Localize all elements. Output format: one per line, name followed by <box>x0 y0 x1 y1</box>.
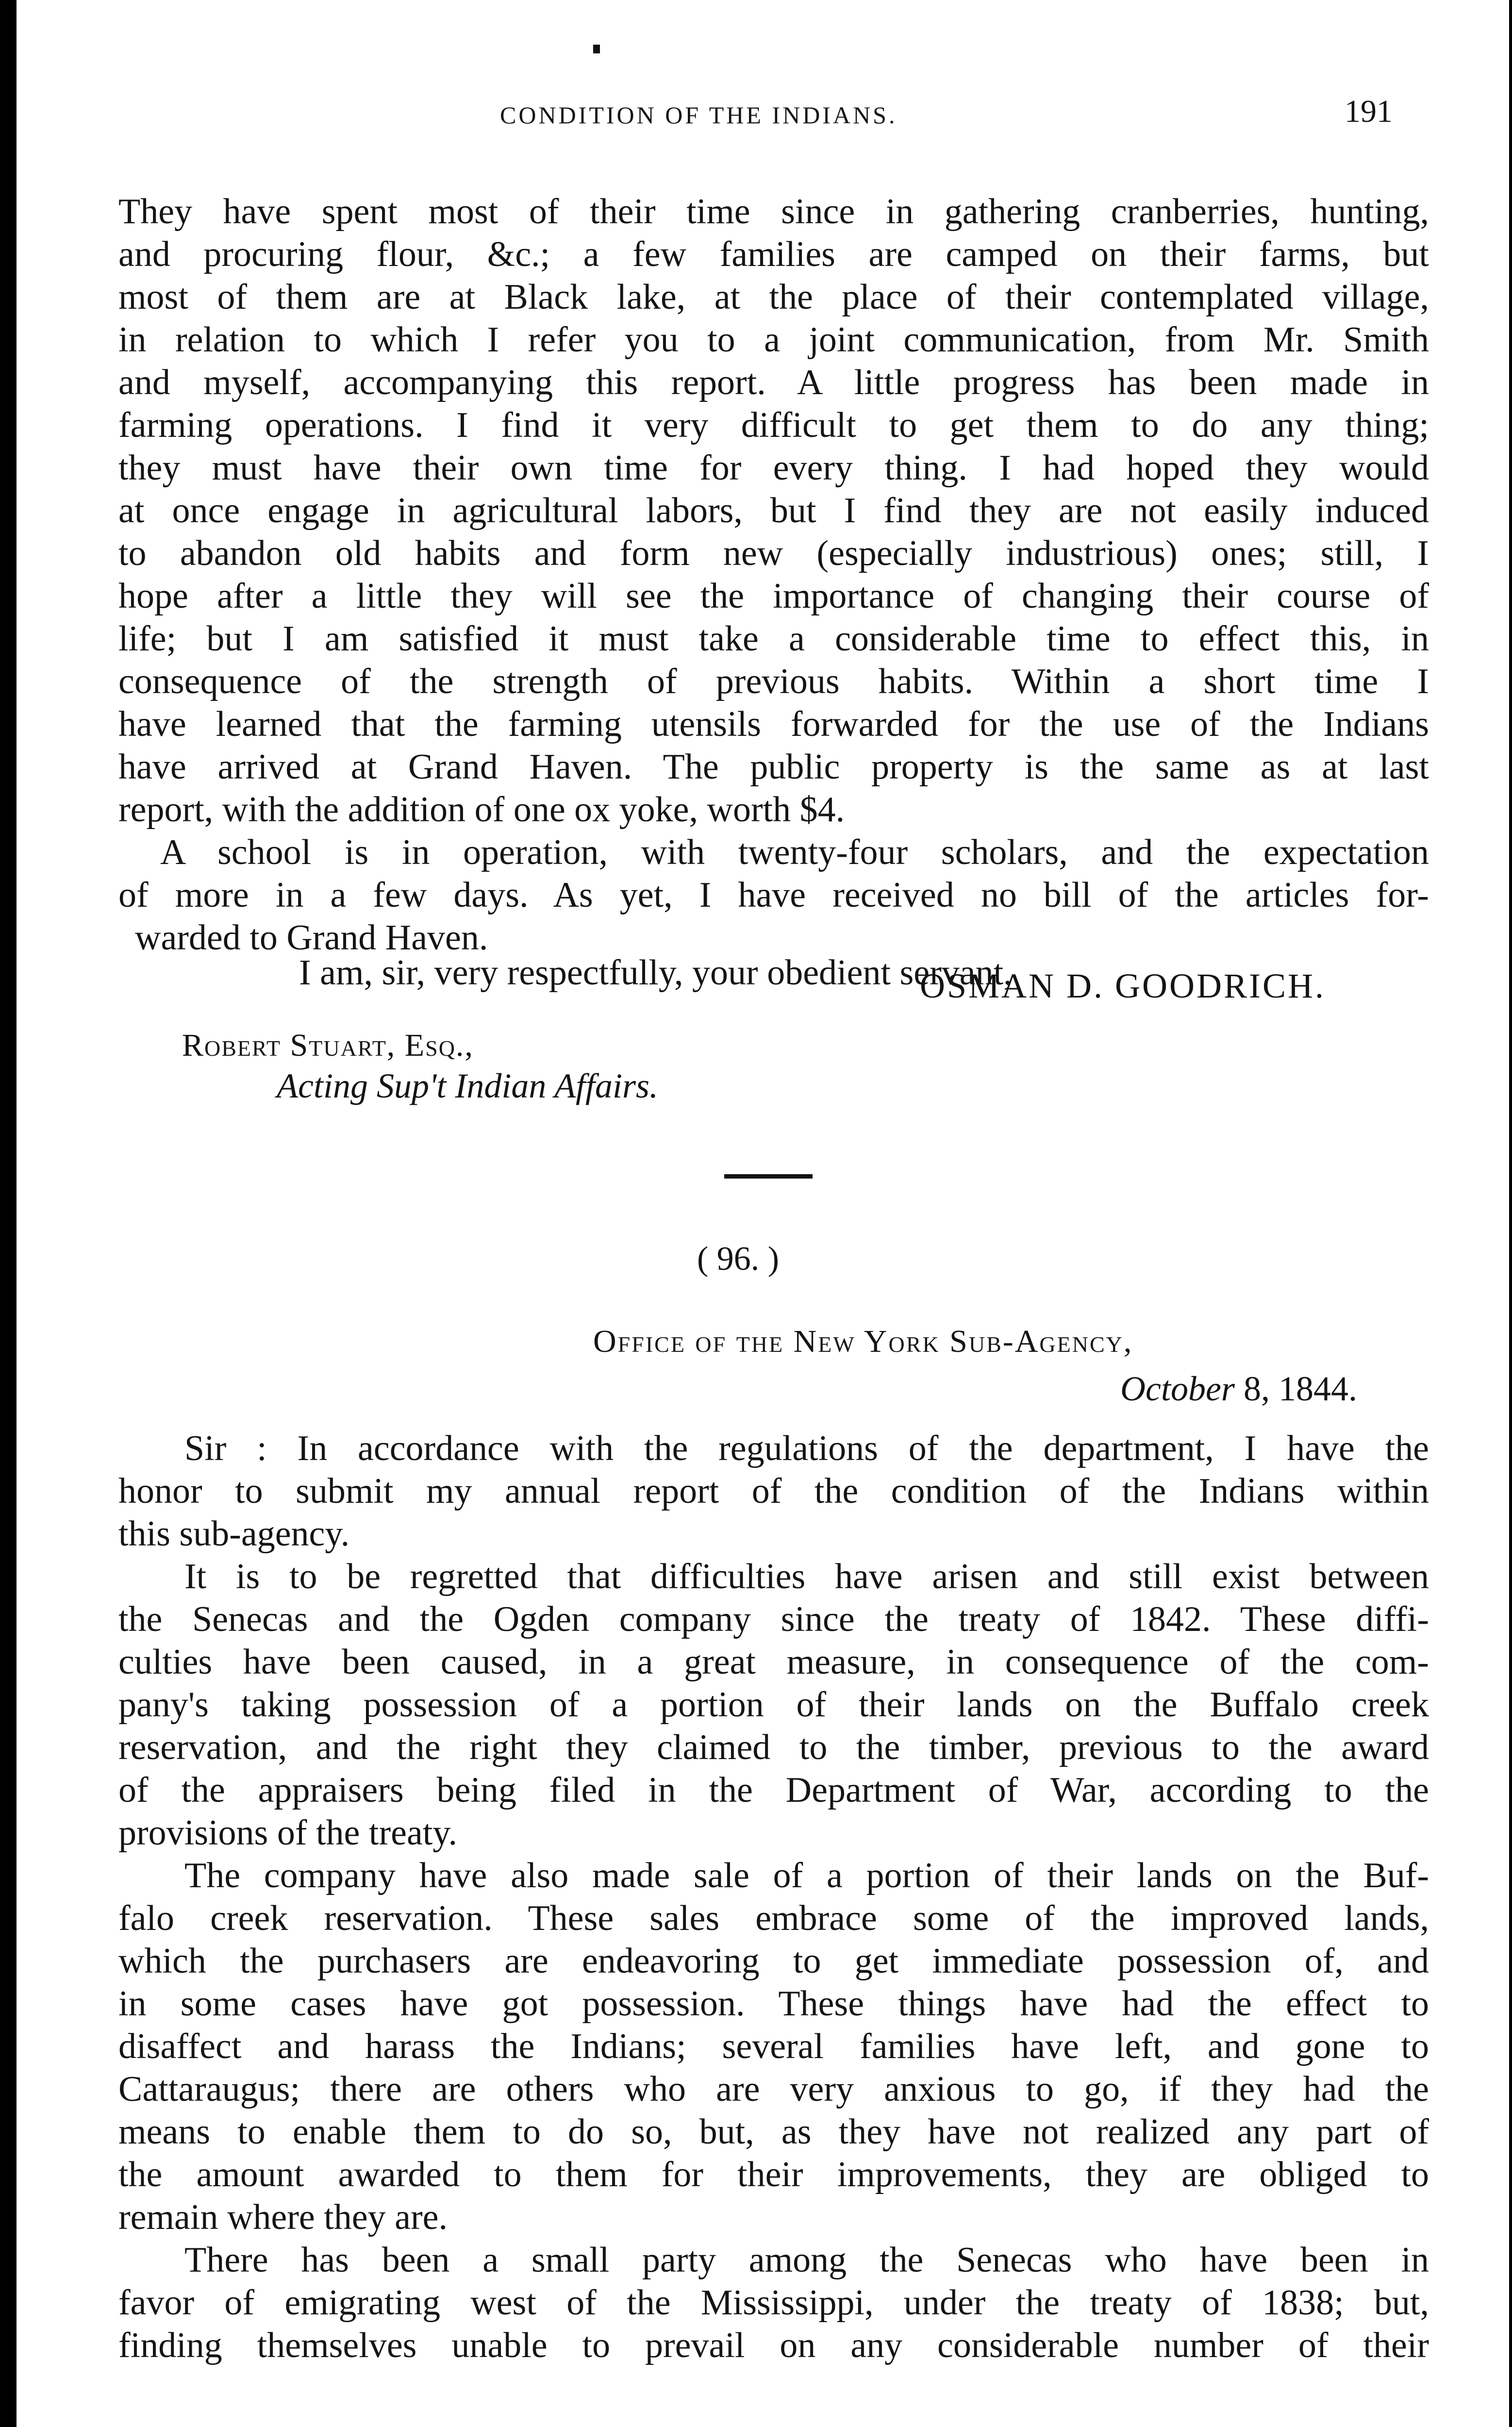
letter2-line: honor to submit my annual report of the condition of the Indians within <box>118 1471 1429 1511</box>
office-heading: Office of the New York Sub-Agency, <box>593 1324 1133 1359</box>
letter2-line: means to enable them to do so, but, as they have not realized any part of <box>118 2112 1429 2152</box>
letter-date <box>1120 1369 1357 1409</box>
letter1-line: to abandon old habits and form new (especially industrious) ones; still, I <box>118 533 1429 573</box>
letter2-line: provisions of the treaty. <box>118 1813 458 1853</box>
letter2-line: It is to be regretted that difficulties have arisen and still exist between <box>184 1557 1429 1596</box>
addressee-title: Acting Sup't Indian Affairs. <box>277 1066 659 1105</box>
letter2-line: reservation, and the right they claimed to the timber, previous to the award <box>118 1728 1429 1767</box>
letter2-line: of the appraisers being filed in the Department of War, according to the <box>118 1770 1429 1810</box>
letter1-line: of more in a few days. As yet, I have received no bill of the articles for- <box>118 875 1429 915</box>
letter1-line: have arrived at Grand Haven. The public property is the same as at last <box>118 747 1429 787</box>
letter1-closing: I am, sir, very respectfully, your obedient servant, <box>299 953 1013 993</box>
page-number: 191 <box>1345 94 1393 129</box>
letter2-line: pany's taking possession of a portion of their lands on the Buffalo creek <box>118 1685 1429 1725</box>
letter1-line: warded to Grand Haven. <box>135 918 488 958</box>
letter2-line: finding themselves unable to prevail on any considerable number of their <box>118 2326 1429 2365</box>
letter2-line: this sub-agency. <box>118 1514 350 1554</box>
letter1-line: and myself, accompanying this report. A little progress has been made in <box>118 363 1429 402</box>
document-number: ( 96. ) <box>697 1240 780 1278</box>
print-speck <box>593 45 600 53</box>
letter1-line: they must have their own time for every thing. I had hoped they would <box>118 448 1429 488</box>
letter1-line: life; but I am satisfied it must take a considerable time to effect this, in <box>118 619 1429 659</box>
scan-left-edge <box>0 0 17 2427</box>
running-header: CONDITION OF THE INDIANS. <box>500 101 897 129</box>
section-divider <box>724 1174 813 1179</box>
letter1-line: They have spent most of their time since in gathering cranberries, hunting, <box>118 192 1429 232</box>
letter1-line: in relation to which I refer you to a joint communication, from Mr. Smith <box>118 320 1429 360</box>
letter1-line: and procuring flour, &c.; a few families are camped on their farms, but <box>118 234 1429 274</box>
letter2-line: culties have been caused, in a great measure, in consequence of the com- <box>118 1642 1429 1682</box>
letter2-line: There has been a small party among the Senecas who have been in <box>184 2240 1429 2280</box>
letter2-line: the Senecas and the Ogden company since the treaty of 1842. These diffi- <box>118 1599 1429 1639</box>
date-month: October <box>1120 1369 1235 1408</box>
letter2-line: falo creek reservation. These sales embrace some of the improved lands, <box>118 1898 1429 1938</box>
letter2-line: disaffect and harass the Indians; several families have left, and gone to <box>118 2027 1429 2066</box>
letter1-line: consequence of the strength of previous habits. Within a short time I <box>118 662 1429 701</box>
letter2-line: in some cases have got possession. These things have had the effect to <box>118 1984 1429 2024</box>
letter2-line: which the purchasers are endeavoring to get immediate possession of, and <box>118 1941 1429 1981</box>
date-day-year: 8, 1844. <box>1234 1369 1357 1408</box>
letter2-line: Sir : In accordance with the regulations of the department, I have the <box>184 1429 1429 1468</box>
letter1-line: hope after a little they will see the importance of changing their course of <box>118 576 1429 616</box>
letter1-line: report, with the addition of one ox yoke, worth $4. <box>118 790 845 830</box>
signature: OSMAN D. GOODRICH. <box>920 966 1326 1005</box>
letter2-line: favor of emigrating west of the Mississippi, under the treaty of 1838; but, <box>118 2283 1429 2323</box>
letter1-line: most of them are at Black lake, at the place of their contemplated village, <box>118 277 1429 317</box>
scan-right-edge <box>1509 0 1512 2427</box>
addressee-name: Robert Stuart, Esq., <box>182 1028 474 1063</box>
letter1-line: at once engage in agricultural labors, but I find they are not easily induced <box>118 491 1429 531</box>
letter1-line: have learned that the farming utensils forwarded for the use of the Indians <box>118 704 1429 744</box>
letter1-line: A school is in operation, with twenty-four scholars, and the expectation <box>160 832 1429 872</box>
letter2-line: the amount awarded to them for their improvements, they are obliged to <box>118 2155 1429 2194</box>
letter1-line: farming operations. I find it very difficult to get them to do any thing; <box>118 405 1429 445</box>
letter2-line: Cattaraugus; there are others who are very anxious to go, if they had the <box>118 2069 1429 2109</box>
letter2-line: remain where they are. <box>118 2197 448 2237</box>
letter2-line: The company have also made sale of a portion of their lands on the Buf- <box>184 1856 1429 1895</box>
